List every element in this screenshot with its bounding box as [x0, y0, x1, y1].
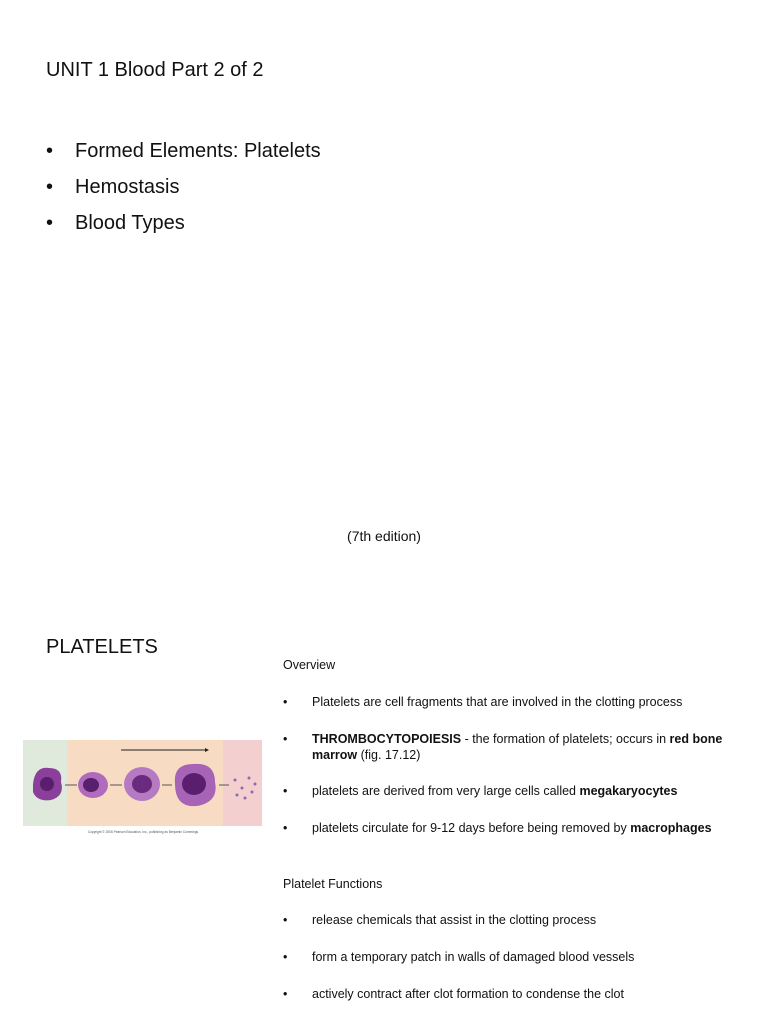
overview-text: Platelets are cell fragments that are involved in the clotting process: [312, 695, 683, 709]
overview-text-part: platelets are derived from very large cells called: [312, 784, 580, 798]
platelet: [251, 791, 254, 794]
platelet: [241, 787, 244, 790]
bullet: •: [46, 140, 54, 162]
topic-item: [46, 176, 179, 199]
overview-heading: Overview: [283, 658, 336, 672]
topic-item: [46, 212, 185, 235]
overview-text: [312, 820, 727, 836]
thrombocytopoiesis-term: THROMBOCYTOPOIESIS: [312, 732, 462, 746]
megakaryocytes-term: megakaryocytes: [579, 784, 678, 798]
stem-cell-nucleus: [40, 777, 54, 791]
bullet: •: [283, 950, 288, 964]
overview-text-part: - the formation of platelets; occurs in: [461, 732, 670, 746]
bullet: •: [283, 784, 288, 798]
overview-text: [312, 783, 727, 799]
bullet: •: [283, 732, 288, 746]
overview-text: [312, 731, 727, 763]
topic-item: [46, 140, 321, 163]
promegakaryocyte-nucleus: [132, 775, 152, 793]
red-bone-marrow-term: red bone marrow: [312, 732, 723, 762]
platelet: [244, 797, 247, 800]
megakaryoblast-nucleus: [83, 778, 99, 792]
bullet: •: [283, 695, 288, 709]
topic-label: Blood Types: [75, 212, 185, 234]
bullet: •: [283, 987, 288, 1001]
page-title: UNIT 1 Blood Part 2 of 2: [46, 59, 264, 81]
macrophages-term: macrophages: [630, 821, 712, 835]
function-text: release chemicals that assist in the clotting process: [312, 913, 597, 927]
megakaryocyte-nucleus: [182, 773, 206, 795]
bullet: •: [46, 212, 54, 234]
overview-text-part: (fig. 17.12): [357, 748, 421, 762]
thrombocytopoiesis-figure: [23, 740, 262, 834]
function-text: form a temporary patch in walls of damaged blood vessels: [312, 950, 635, 964]
topic-label: Formed Elements: Platelets: [75, 140, 321, 162]
figure-copyright: Copyright © 2006 Pearson Education, Inc., publishing as Benjamin Cummings: [87, 830, 199, 834]
figure-illustration: [23, 740, 262, 840]
topic-label: Hemostasis: [75, 176, 180, 198]
overview-text-part: platelets circulate for 9-12 days before being removed by: [312, 821, 631, 835]
function-text: actively contract after clot formation to condense the clot: [312, 987, 624, 1001]
platelet: [248, 777, 251, 780]
platelet: [236, 794, 239, 797]
figure-panel-pink: [223, 740, 262, 826]
bullet: •: [283, 913, 288, 927]
section-title: PLATELETS: [46, 636, 158, 658]
platelet: [254, 783, 257, 786]
edition-note: (7th edition): [347, 528, 421, 544]
functions-heading: Platelet Functions: [283, 877, 383, 891]
bullet: •: [46, 176, 54, 198]
platelet: [234, 779, 237, 782]
bullet: •: [283, 821, 288, 835]
